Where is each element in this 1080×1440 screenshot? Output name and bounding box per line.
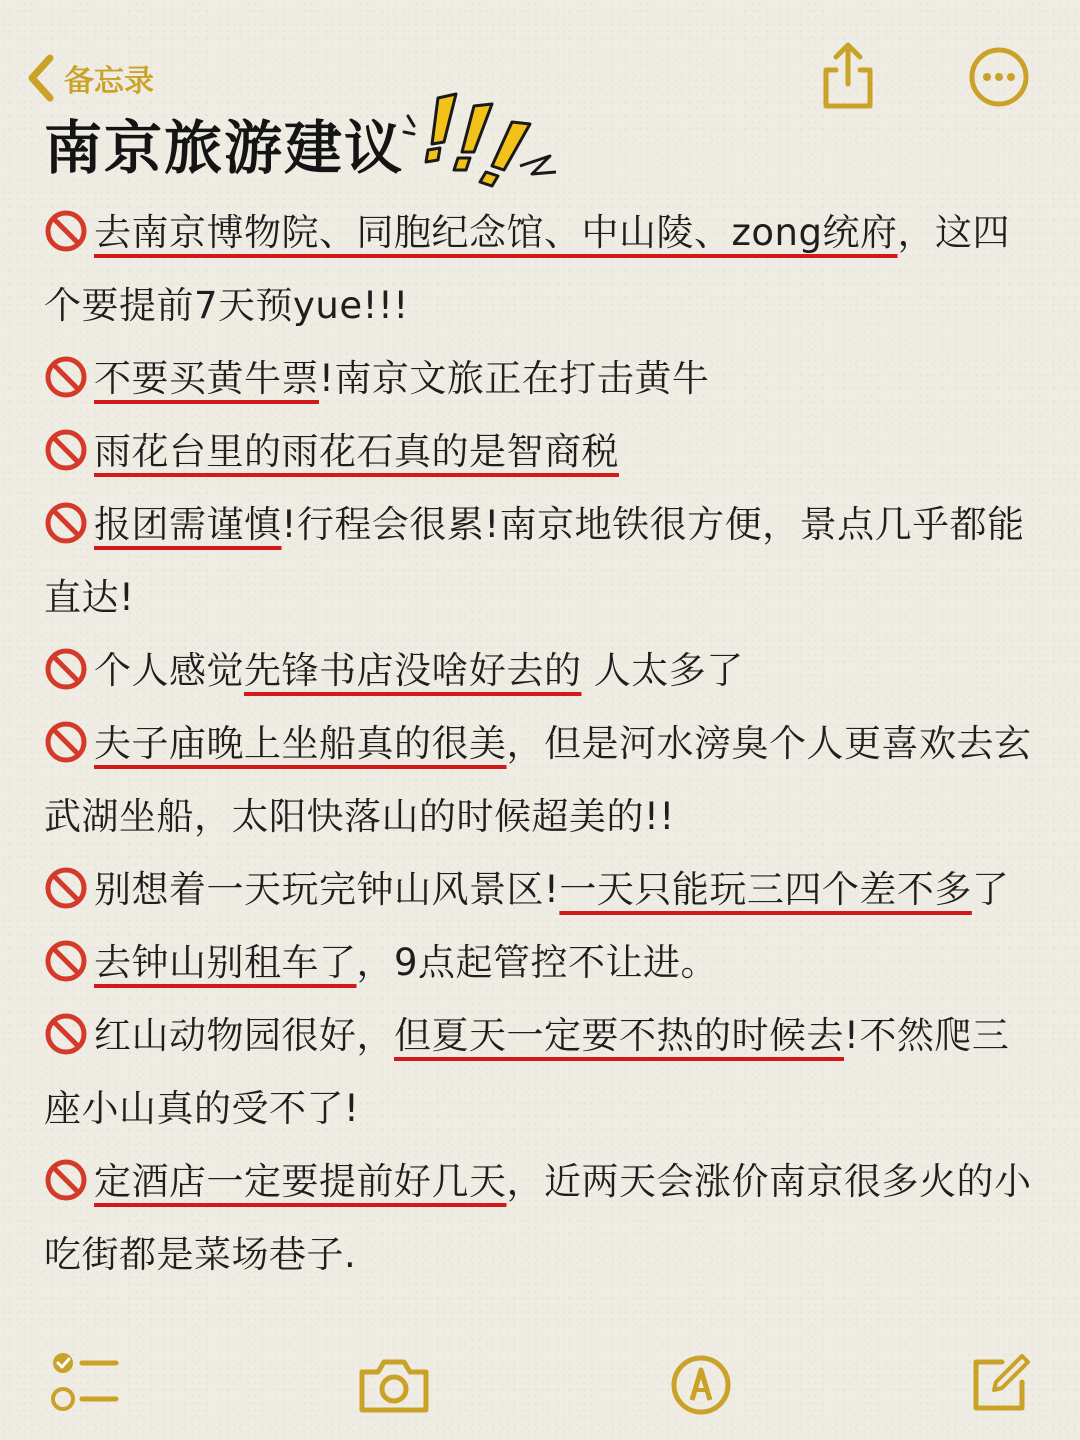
underlined-text: 不要买黄牛票 (94, 357, 319, 400)
underlined-text: 去南京博物院、同胞纪念馆、中山陵、zong统府 (94, 211, 898, 254)
more-icon[interactable] (968, 46, 1030, 108)
camera-icon[interactable] (356, 1356, 432, 1416)
underlined-text: 定酒店一定要提前好几天 (94, 1160, 507, 1203)
prohibited-icon (44, 209, 88, 253)
note-item (44, 342, 1044, 415)
prohibited-icon (44, 939, 88, 983)
note-title[interactable]: 南京旅游建议 (44, 114, 405, 182)
note-item (44, 853, 1044, 926)
note-item (44, 707, 1044, 853)
item-text: 红山动物园很好， (94, 1014, 394, 1057)
prohibited-icon (44, 501, 88, 545)
item-text: 别想着一天玩完钟山风景区! (94, 868, 560, 911)
item-text: ，9点起管控不让进。 (356, 941, 719, 984)
underlined-text: 报团需谨慎 (94, 503, 282, 546)
item-text: !南京文旅正在打击黄牛 (319, 357, 710, 400)
item-text: !行程会很累!南京地铁很方便，景点几乎都能直达! (44, 503, 1025, 619)
item-text: 人太多了 (581, 649, 744, 692)
prohibited-icon (44, 647, 88, 691)
checklist-icon[interactable] (50, 1350, 120, 1414)
underlined-text: 一天只能玩三四个差不多 (559, 868, 972, 911)
note-item (44, 488, 1044, 634)
item-text: 个人感觉 (94, 649, 244, 692)
prohibited-icon (44, 1158, 88, 1202)
prohibited-icon (44, 1012, 88, 1056)
underlined-text: 但夏天一定要不热的时候去 (394, 1014, 844, 1057)
bottom-toolbar (0, 1350, 1080, 1430)
back-label: 备忘录 (64, 64, 154, 99)
compose-icon[interactable] (968, 1352, 1032, 1416)
underlined-text: 先锋书店没啥好去的 (244, 649, 582, 692)
exclamation-sticker-icon (400, 86, 560, 196)
prohibited-icon (44, 428, 88, 472)
underlined-text: 雨花台里的雨花石真的是智商税 (94, 430, 619, 473)
pen-markup-icon[interactable] (670, 1354, 732, 1416)
note-item (44, 926, 1044, 999)
note-title-row (44, 98, 404, 188)
underlined-text: 夫子庙晚上坐船真的很美 (94, 722, 507, 765)
item-text: ，这四个要提前7天预yue!!! (44, 211, 1010, 327)
note-item (44, 1145, 1044, 1291)
note-item (44, 196, 1044, 342)
item-text: !不然爬三座小山真的受不了! (44, 1014, 1010, 1130)
note-item (44, 415, 1044, 488)
item-text: ，但是河水滂臭个人更喜欢去玄武湖坐船，太阳快落山的时候超美的!! (44, 722, 1032, 838)
item-text: 了 (971, 868, 1010, 911)
item-text: ，近两天会涨价南京很多火的小吃街都是菜场巷子. (44, 1160, 1032, 1276)
prohibited-icon (44, 866, 88, 910)
share-icon[interactable] (818, 40, 878, 112)
note-item (44, 999, 1044, 1145)
prohibited-icon (44, 355, 88, 399)
underlined-text: 去钟山别租车了 (94, 941, 357, 984)
prohibited-icon (44, 720, 88, 764)
note-body[interactable] (44, 196, 1044, 1291)
note-item (44, 634, 1044, 707)
